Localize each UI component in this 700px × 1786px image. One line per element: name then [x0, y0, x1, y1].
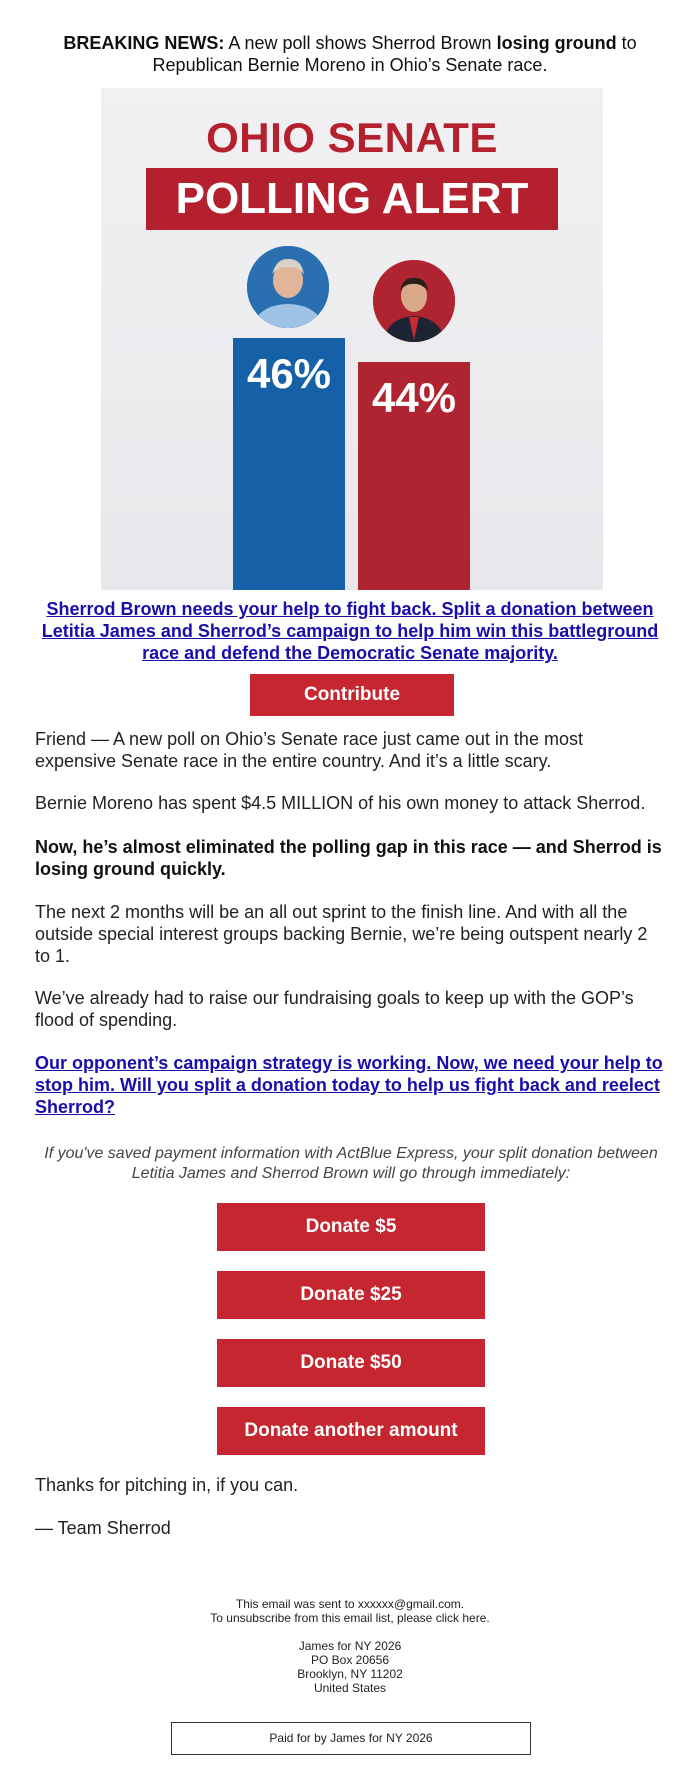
headline-bold-2: losing ground — [496, 33, 617, 53]
paragraph-moreno-spend: Bernie Moreno has spent $4.5 MILLION of his own money to attack Sherrod. — [35, 793, 646, 813]
headline-text-1: A new poll shows Sherrod Brown — [224, 33, 497, 53]
thanks-text: Thanks for pitching in, if you can. — [35, 1475, 299, 1495]
paragraph-polling-gap: Now, he’s almost eliminated the polling gap in this race — and Sherrod is losing ground quickly. — [35, 837, 662, 879]
donate-other-amount-button[interactable]: Donate another amount — [217, 1407, 485, 1455]
donate-5-button[interactable]: Donate $5 — [217, 1203, 485, 1251]
sent-to-text: This email was sent to xxxxxx@gmail.com. — [235, 1597, 465, 1611]
breaking-news-headline — [50, 32, 650, 76]
hero-title-line1: OHIO SENATE — [206, 114, 498, 161]
address-line-3: Brooklyn, NY 11202 — [297, 1667, 403, 1681]
hero-title-line2: POLLING ALERT — [146, 168, 558, 230]
brown-avatar — [247, 246, 329, 328]
donate-50-button[interactable]: Donate $50 — [217, 1339, 485, 1387]
brown-percent-label: 46% — [246, 350, 332, 397]
moreno-avatar — [373, 260, 455, 342]
moreno-poll-bar — [358, 362, 470, 590]
contribute-button[interactable]: Contribute — [250, 674, 454, 716]
signoff-text: — Team Sherrod — [35, 1518, 171, 1538]
moreno-percent-label: 44% — [371, 374, 457, 421]
paid-for-disclaimer: Paid for by James for NY 2026 — [171, 1722, 531, 1755]
split-donation-link[interactable]: Our opponent’s campaign strategy is working. Now, we need your help to stop him. Will you split a donation today to help us fight back and reelect Sherrod? — [35, 1053, 663, 1117]
address-line-2: PO Box 20656 — [310, 1653, 390, 1667]
actblue-express-note: If you've saved payment information with ActBlue Express, your split donation between Letitia James and Sherrod Brown will go through immediately: — [44, 1145, 658, 1182]
headline-lead: BREAKING NEWS: — [63, 33, 225, 53]
unsubscribe-link[interactable]: To unsubscribe from this email list, please click here. — [210, 1611, 490, 1625]
polling-alert-graphic[interactable] — [101, 88, 603, 590]
fight-back-link[interactable]: Sherrod Brown needs your help to fight back. Split a donation between Letitia James and Sherrod’s campaign to help him win this battleground race and defend the Democratic Senate majority. — [41, 599, 659, 663]
address-line-4: United States — [313, 1681, 387, 1695]
paragraph-fundraising-goals: We’ve already had to raise our fundraising goals to keep up with the GOP’s flood of spending. — [35, 988, 634, 1030]
donate-25-button[interactable]: Donate $25 — [217, 1271, 485, 1319]
paragraph-intro: Friend — A new poll on Ohio’s Senate race just came out in the most expensive Senate race in the entire country. And it’s a little scary. — [35, 729, 583, 771]
brown-poll-bar — [233, 338, 345, 590]
paragraph-sprint: The next 2 months will be an all out sprint to the finish line. And with all the outside special interest groups backing Bernie, we’re being outspent nearly 2 to 1. — [35, 902, 648, 966]
headline-text-2: to Republican Bernie Moreno in Ohio’s Senate race. — [152, 33, 637, 75]
address-line-1: James for NY 2026 — [298, 1639, 402, 1653]
